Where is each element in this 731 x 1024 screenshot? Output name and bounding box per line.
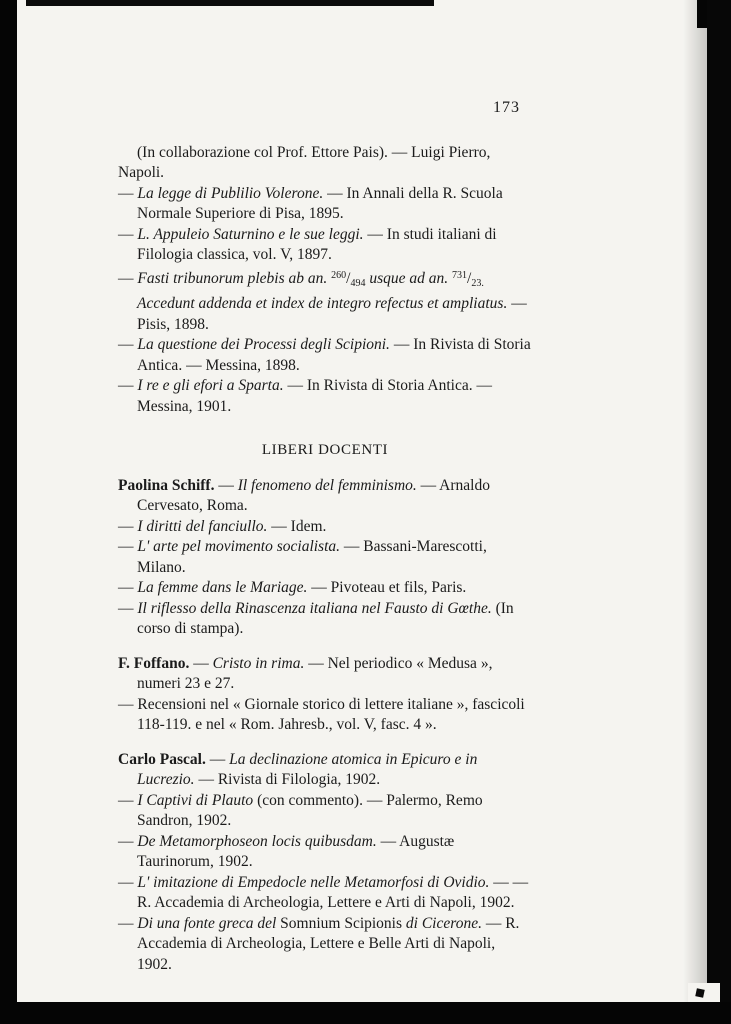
entry-text: — Rivista di Filologia, 1902.	[194, 771, 381, 788]
entry-title: L' arte pel movimento socialista.	[137, 538, 341, 555]
bib-entry-schiff-4	[118, 578, 532, 599]
entry-dash: —	[118, 269, 138, 287]
scan-ink-dot	[695, 988, 704, 997]
bib-entry-pascal-2	[118, 791, 532, 832]
entry-title: De Metamorphoseon locis quibusdam.	[137, 832, 377, 850]
entry-text: — Augustæ Taurinorum, 1902.	[137, 832, 455, 870]
entry-text: — In Rivista di Storia Antica. — Messina, 1901.	[137, 377, 492, 415]
entry-dash: —	[118, 832, 138, 850]
bib-entry-saturnino	[118, 225, 532, 266]
entry-title: Il fenomeno del femminismo.	[237, 476, 417, 494]
entry-dash: —	[118, 791, 138, 809]
bib-entry-schiff-2	[118, 517, 532, 538]
entry-dash: —	[118, 695, 138, 713]
page-number: 173	[493, 99, 520, 116]
entry-dash: —	[214, 476, 238, 494]
entry-text: (con commento). — Palermo, Remo Sandron, 1902.	[137, 791, 483, 829]
bib-entry-scipioni	[118, 335, 532, 376]
bib-entry-efori	[118, 376, 532, 417]
entry-text: — — R. Accademia di Archeologia, Lettere e Arti di Napoli, 1902.	[137, 873, 529, 911]
entry-title: La femme dans le Mariage.	[137, 579, 308, 596]
entry-title: L. Appuleio Saturnino e le sue leggi.	[137, 225, 364, 243]
entry-dash: —	[118, 517, 138, 535]
entry-text: — Nel periodico « Medusa », numeri 23 e 27.	[137, 654, 493, 692]
entry-title: di Cicerone.	[402, 914, 482, 932]
bib-entry-pascal-3	[118, 832, 532, 873]
bib-entry-pascal-1	[118, 750, 532, 791]
entry-title: usque ad an.	[365, 269, 452, 287]
author-name: Paolina Schiff.	[118, 476, 215, 494]
entry-dash: —	[189, 654, 213, 672]
page-edge-shadow	[683, 0, 707, 1010]
page-text-column	[118, 98, 532, 975]
entry-title: I Captivi di Plauto	[137, 791, 254, 809]
author-name: F. Foffano.	[118, 654, 190, 672]
scan-notch-bottom-right	[688, 983, 720, 1002]
fraction-slash: /	[467, 269, 472, 287]
entry-dash: —	[118, 377, 138, 394]
section-heading-liberi-docenti: LIBERI DOCENTI	[261, 442, 389, 458]
entry-title: Di una fonte greca del	[137, 914, 281, 932]
entry-text: Recensioni nel « Giornale storico di lettere italiane », fascicoli 118-119. e nel « Rom. Jahresb., vol. V, fasc. 4 ».	[137, 695, 525, 733]
entry-text: (In corso di stampa).	[137, 599, 514, 637]
entry-dash: —	[118, 579, 138, 596]
entry-text: (In collaborazione col Prof. Ettore Pais). — Luigi Pierro, Napoli.	[118, 143, 491, 181]
fraction-denominator: 494	[350, 277, 366, 289]
entry-dash: —	[118, 336, 138, 353]
entry-text: — Idem.	[267, 517, 327, 535]
bib-entry-schiff-1	[118, 476, 532, 517]
bib-entry-schiff-3	[118, 537, 532, 578]
entry-title: I diritti del fanciullo.	[137, 517, 268, 535]
bib-entry-foffano-2	[118, 695, 532, 736]
entry-dash: —	[118, 538, 138, 555]
entry-dash: —	[118, 873, 138, 891]
fraction-slash: /	[346, 269, 351, 287]
entry-title: La declinazione atomica in Epicuro e in Lucrezio.	[137, 750, 478, 788]
bib-entry-continuation	[118, 143, 532, 184]
entry-text: — Bassani-Marescotti, Milano.	[137, 538, 487, 576]
entry-text: — Pivoteau et fils, Paris.	[307, 579, 467, 596]
entry-text: — Pisis, 1898.	[137, 295, 527, 333]
entry-title: Cristo in rima.	[212, 654, 305, 672]
bib-entry-volerone	[118, 184, 532, 225]
entry-dash: —	[118, 184, 138, 202]
entry-title: Il riflesso della Rinascenza italiana nel Fausto di Gœthe.	[137, 599, 492, 617]
scan-edge-bottom	[0, 1002, 731, 1024]
author-name: Carlo Pascal.	[118, 750, 206, 768]
bib-entry-pascal-4	[118, 873, 532, 914]
entry-title: Fasti tribunorum plebis ab an.	[137, 269, 332, 287]
entry-title: La questione dei Processi degli Scipioni.	[137, 336, 390, 353]
entry-text: — R. Accademia di Archeologia, Lettere e Belle Arti di Napoli, 1902.	[137, 914, 520, 973]
entry-dash: —	[205, 750, 230, 768]
bib-entry-schiff-5	[118, 599, 532, 640]
entry-title: L' imitazione di Empedocle nelle Metamorfosi di Ovidio.	[137, 873, 490, 891]
entry-text: — In Rivista di Storia Antica. — Messina, 1898.	[137, 336, 531, 374]
entry-text: — Arnaldo Cervesato, Roma.	[137, 476, 490, 514]
fraction-denominator: 23.	[471, 277, 484, 289]
entry-title: La legge di Publilio Volerone.	[137, 184, 324, 202]
entry-text: Somnium Scipionis	[280, 914, 403, 932]
bib-entry-foffano-1	[118, 654, 532, 695]
entry-text: — In studi italiani di Filologia classica, vol. V, 1897.	[137, 225, 497, 263]
entry-dash: —	[118, 225, 138, 243]
entry-dash: —	[118, 914, 138, 932]
entry-text: — In Annali della R. Scuola Normale Superiore di Pisa, 1895.	[137, 184, 503, 222]
entry-title: I re e gli efori a Sparta.	[137, 377, 284, 394]
bib-entry-pascal-5	[118, 914, 532, 976]
entry-title: Accedunt addenda et index de integro refectus et ampliatus.	[137, 295, 508, 312]
fraction-numerator: 731	[452, 269, 467, 281]
fraction-numerator: 260	[331, 269, 347, 281]
scan-edge-right	[707, 0, 731, 1010]
bib-entry-fasti	[118, 266, 532, 336]
scan-edge-top	[26, 0, 434, 6]
scan-edge-left	[0, 0, 17, 1024]
entry-dash: —	[118, 599, 138, 617]
